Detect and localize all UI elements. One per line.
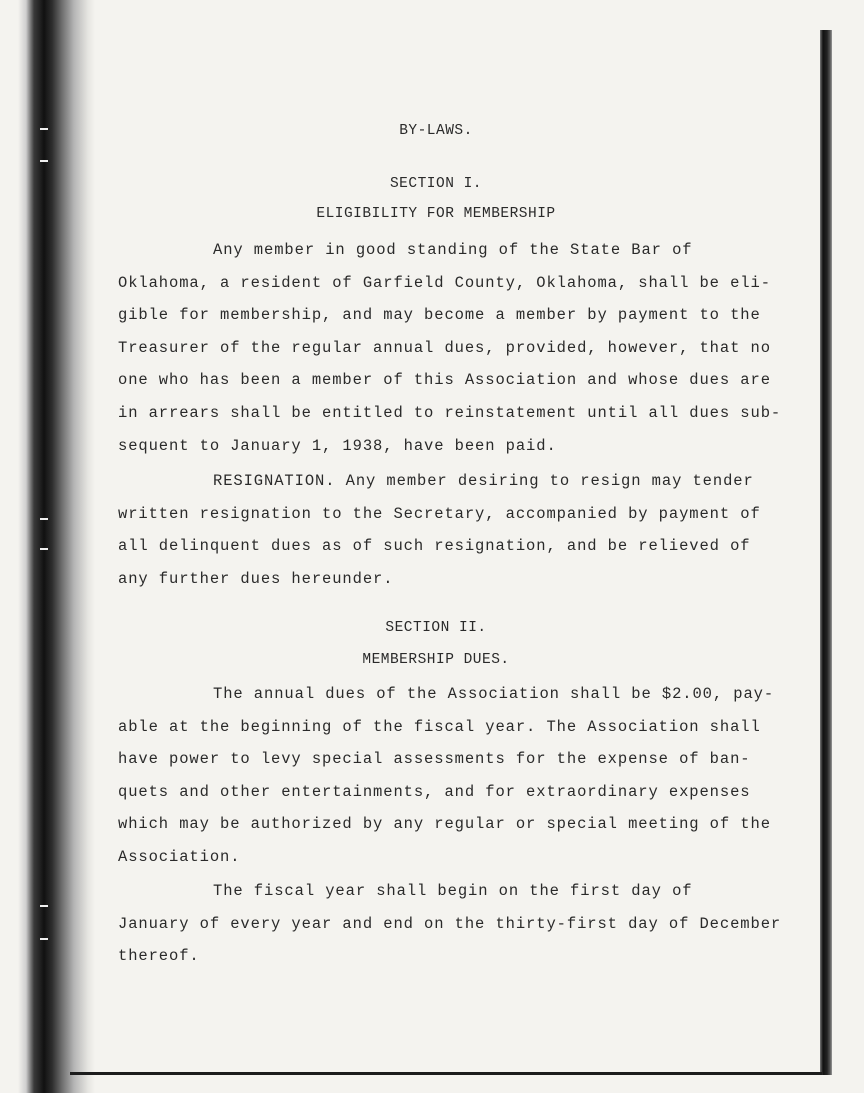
text-line: able at the beginning of the fiscal year. The Association shall xyxy=(118,717,761,736)
section-2-subheading: MEMBERSHIP DUES. xyxy=(362,652,510,668)
section-1-subheading: ELIGIBILITY FOR MEMBERSHIP xyxy=(316,206,556,222)
scan-mark xyxy=(40,160,48,162)
document-page xyxy=(118,0,782,1093)
scan-mark xyxy=(40,905,48,907)
text-line: RESIGNATION. Any member desiring to resign may tender xyxy=(213,472,754,490)
text-line: gible for membership, and may become a member by payment to the xyxy=(118,306,761,325)
text-line: written resignation to the Secretary, accompanied by payment of xyxy=(118,504,761,523)
text-line: any further dues hereunder. xyxy=(118,569,394,588)
section-1-paragraph-2 xyxy=(118,465,761,595)
section-1-paragraph-1 xyxy=(118,234,782,462)
scan-shadow-left xyxy=(0,0,95,1093)
text-line: all delinquent dues as of such resignation, and be relieved of xyxy=(118,537,751,556)
scan-mark xyxy=(40,518,48,520)
section-1-heading: SECTION I. xyxy=(389,176,482,192)
text-line: have power to levy special assessments for the expense of ban- xyxy=(118,750,751,769)
text-line: thereof. xyxy=(118,947,200,966)
section-2-paragraph-1 xyxy=(118,678,775,874)
document-title: BY-LAWS. xyxy=(399,123,473,139)
text-line: Any member in good standing of the State Bar of xyxy=(213,241,693,259)
text-line: which may be authorized by any regular or special meeting of the xyxy=(118,815,771,834)
section-2-heading: SECTION II. xyxy=(385,620,487,636)
text-line: The annual dues of the Association shall be $2.00, pay- xyxy=(213,685,775,703)
text-line: Association. xyxy=(118,847,241,866)
text-line: one who has been a member of this Association and whose dues are xyxy=(118,371,771,390)
scan-mark xyxy=(40,128,48,130)
scan-mark xyxy=(40,548,48,550)
scan-mark xyxy=(40,938,48,940)
text-line: Treasurer of the regular annual dues, provided, however, that no xyxy=(118,338,771,357)
scan-shadow-right xyxy=(820,30,832,1075)
text-line: in arrears shall be entitled to reinstatement until all dues sub- xyxy=(118,403,782,422)
text-line: sequent to January 1, 1938, have been paid. xyxy=(118,436,557,455)
text-line: The fiscal year shall begin on the first day of xyxy=(213,882,693,900)
section-2-paragraph-2 xyxy=(118,875,782,973)
text-line: January of every year and end on the thirty-first day of December xyxy=(118,914,782,933)
text-line: quets and other entertainments, and for extraordinary expenses xyxy=(118,782,751,801)
text-line: Oklahoma, a resident of Garfield County, Oklahoma, shall be eli- xyxy=(118,273,771,292)
